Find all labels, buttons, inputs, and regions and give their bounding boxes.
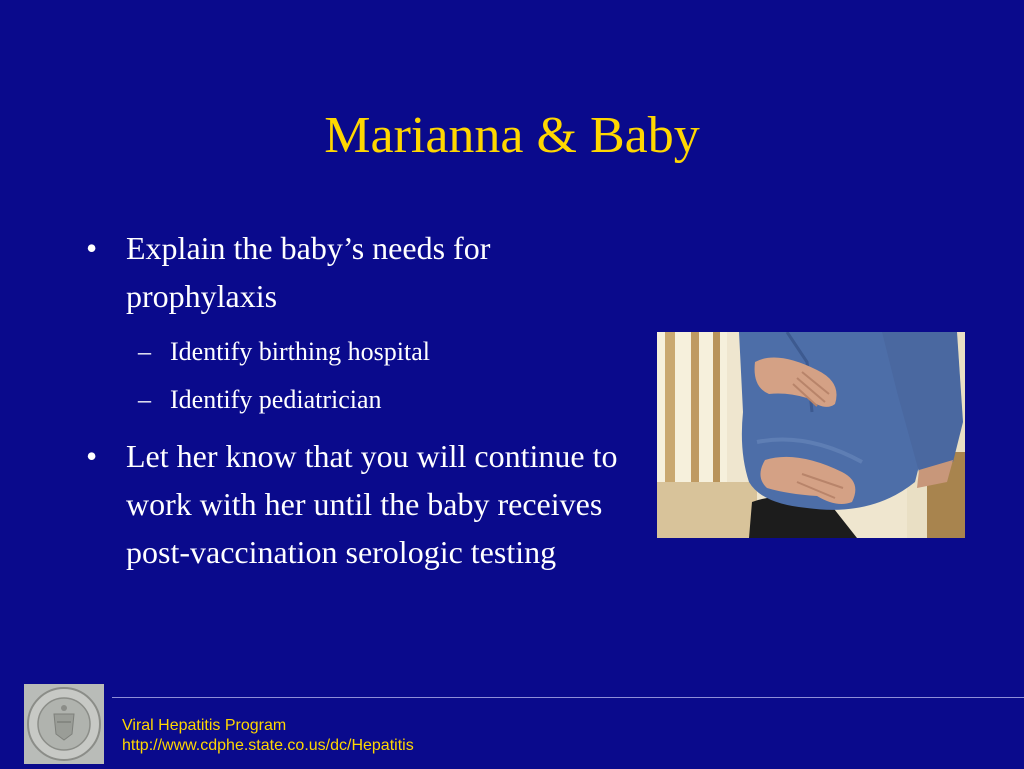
bullet-text: Let her know that you will continue to work with her until the baby receives post-vaccination serologic testing [126,438,618,570]
seal-icon [24,684,104,764]
sub-bullet-text: Identify pediatrician [170,385,382,414]
colorado-state-seal [24,684,104,764]
bullet-marker: • [86,438,98,474]
footer [122,716,414,756]
bullet-item [80,224,640,320]
footer-divider [112,697,1024,698]
slide-title: Marianna & Baby [324,107,700,164]
pregnant-woman-photo [657,332,965,538]
sub-bullet-item [80,376,640,424]
sub-bullet-text: Identify birthing hospital [170,337,430,366]
footer-url[interactable]: http://www.cdphe.state.co.us/dc/Hepatitis [122,737,414,754]
bullet-list [80,224,640,584]
pregnant-woman-illustration [657,332,965,538]
sub-bullet-marker: – [138,385,151,414]
bullet-item [80,432,640,576]
bullet-marker: • [86,230,98,266]
sub-bullet-item [80,328,640,376]
bullet-text: Explain the baby’s needs for prophylaxis [126,230,491,314]
sub-bullet-marker: – [138,337,151,366]
footer-program-name: Viral Hepatitis Program [122,717,287,734]
